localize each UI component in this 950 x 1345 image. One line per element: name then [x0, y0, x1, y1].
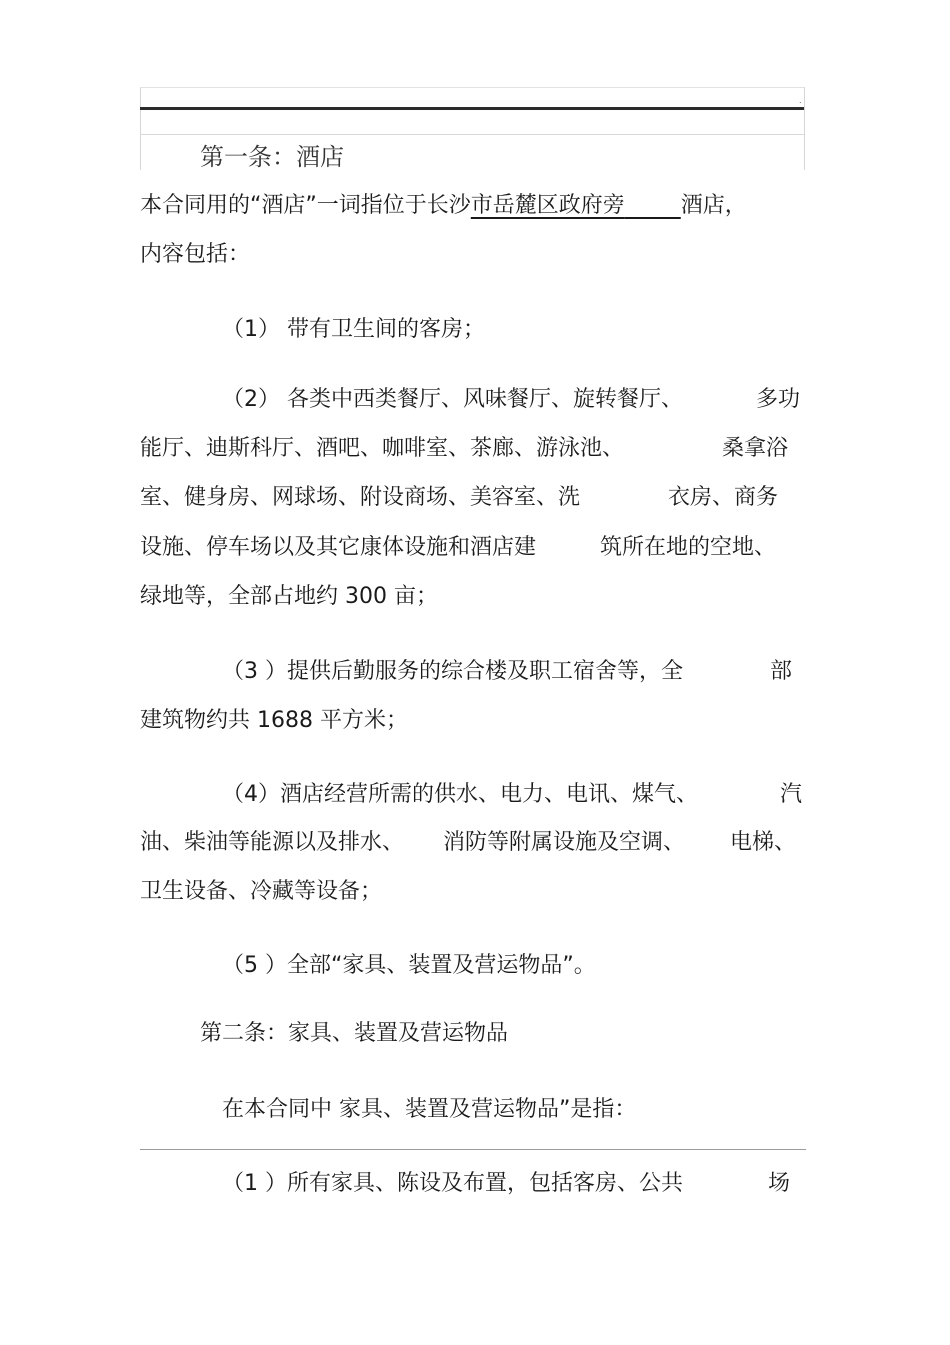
item-2-line-2-a: 能厅、迪斯科厅、酒吧、咖啡室、茶廊、游泳池、	[140, 436, 625, 461]
item-2-line-5: 绿地等，全部占地约 300 亩；	[140, 584, 438, 609]
item-2-line-1-b: 多功	[756, 387, 801, 412]
header-rule-thin	[140, 134, 804, 135]
item-4-line-1-b: 汽	[780, 782, 803, 807]
item-4-line-2-c: 电梯、	[730, 830, 797, 855]
item-3-line-1-b: 部	[770, 659, 793, 684]
paragraph-1-underlined-location	[471, 193, 681, 218]
item-3-line-2: 建筑物约共 1688 平方米；	[140, 708, 408, 733]
item-4-line-1-a: （4）酒店经营所需的供水、电力、电讯、煤气、	[222, 782, 698, 807]
article-2-item-1-a: （1 ）所有家具、陈设及布置，包括客房、公共	[222, 1171, 683, 1196]
location-text: 市岳麓区政府旁	[470, 193, 625, 218]
article-2-title: 第二条：家具、装置及营运物品	[200, 1021, 509, 1046]
paragraph-1-text-b: 酒店，	[680, 193, 747, 218]
corner-mark: .	[799, 96, 802, 105]
item-1: （1） 带有卫生间的客房；	[222, 317, 485, 342]
item-4-line-3: 卫生设备、冷藏等设备；	[140, 879, 383, 904]
item-2-line-1-a: （2） 各类中西类餐厅、风味餐厅、旋转餐厅、	[222, 387, 683, 412]
header-rule-thick	[140, 107, 804, 110]
article-2-intro: 在本合同中 家具、装置及营运物品”是指：	[222, 1097, 637, 1122]
paragraph-1-line-1	[140, 192, 747, 220]
item-4-line-2-a: 油、柴油等能源以及排水、	[140, 830, 405, 855]
article-2-item-1-b: 场	[768, 1171, 791, 1196]
item-2-line-4-a: 设施、停车场以及其它康体设施和酒店建	[140, 535, 537, 560]
article-1-title: 第一条：酒店	[200, 143, 344, 171]
page-break-rule	[140, 1149, 806, 1150]
paragraph-1-line-2: 内容包括：	[140, 242, 251, 267]
item-5: （5 ）全部“家具、装置及营运物品”。	[222, 953, 596, 978]
paragraph-1-text-a: 本合同用的“酒店”一词指位于长沙	[140, 193, 471, 218]
item-2-line-3-b: 衣房、商务	[668, 485, 779, 510]
item-2-line-4-b: 筑所在地的空地、	[600, 535, 777, 560]
item-2-line-3-a: 室、健身房、网球场、附设商场、美容室、洗	[140, 485, 581, 510]
item-4-line-2-b: 消防等附属设施及空调、	[443, 830, 686, 855]
item-2-line-2-b: 桑拿浴	[722, 436, 789, 461]
item-3-line-1-a: （3 ）提供后勤服务的综合楼及职工宿舍等，全	[222, 659, 683, 684]
